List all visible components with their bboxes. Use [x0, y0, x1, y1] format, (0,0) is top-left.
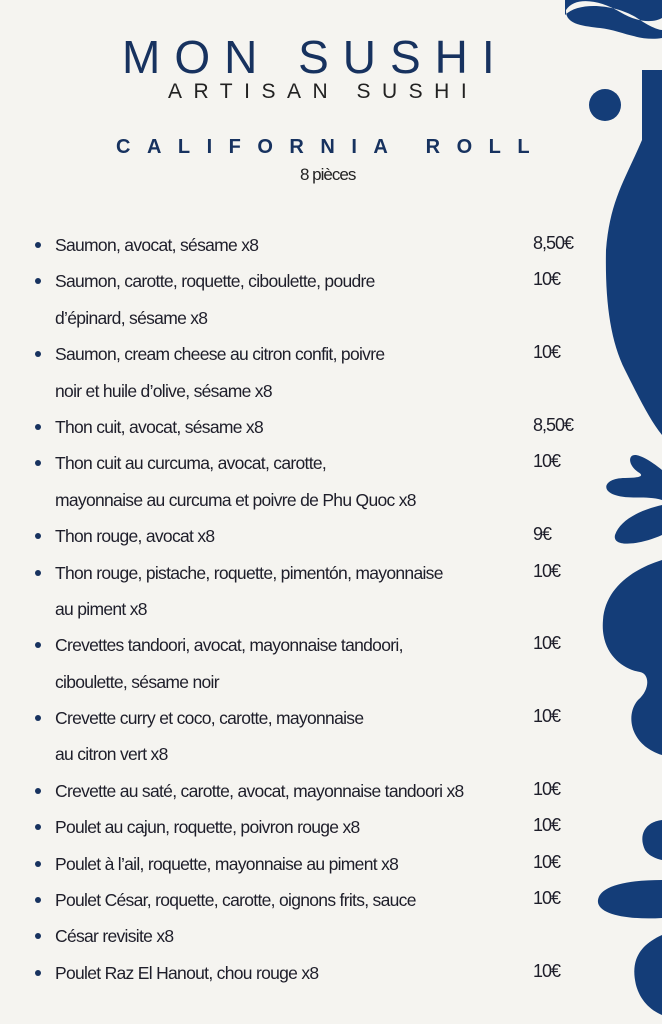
bullet-icon	[35, 933, 41, 939]
menu-item-price: 10€	[533, 342, 561, 363]
menu-item-price: 8,50€	[533, 414, 574, 435]
section-pieces: 8 pièces	[300, 165, 356, 184]
menu-item-description: Crevette au saté, carotte, avocat, mayonnaise tandoori x8	[55, 780, 464, 801]
bullet-icon	[35, 970, 41, 976]
menu-item	[0, 882, 600, 918]
bullet-icon	[35, 351, 41, 357]
menu-item-description: ciboulette, sésame noir	[55, 671, 219, 692]
menu-item-description: César revisite x8	[55, 926, 174, 947]
brand-subtitle: ARTISAN SUSHI	[168, 80, 479, 103]
bullet-icon	[35, 642, 41, 648]
menu-item-price: 10€	[533, 706, 561, 727]
menu-item	[0, 555, 600, 628]
bullet-icon	[35, 278, 41, 284]
menu-item-price: 10€	[533, 451, 561, 472]
wave-shape-3	[598, 880, 662, 918]
menu-item-description: Thon rouge, avocat x8	[55, 526, 215, 547]
menu-item	[0, 955, 600, 991]
menu-item-description: d’épinard, sésame x8	[55, 307, 208, 328]
menu-item	[0, 773, 600, 809]
menu-item	[0, 918, 600, 954]
menu-item-description: Saumon, carotte, roquette, ciboulette, poudre	[55, 271, 375, 292]
menu-item-description: Saumon, avocat, sésame x8	[55, 235, 259, 255]
bullet-icon	[35, 424, 41, 430]
dot-shape	[589, 89, 621, 121]
leaf-shape	[606, 455, 662, 544]
menu-item-description: Crevettes tandoori, avocat, mayonnaise tandoori,	[55, 635, 403, 656]
menu-item	[0, 627, 600, 700]
menu-item-description: Poulet Raz El Hanout, chou rouge x8	[55, 962, 319, 983]
bullet-icon	[35, 788, 41, 794]
menu-item	[0, 336, 600, 409]
menu-item	[0, 445, 600, 518]
bullet-icon	[35, 824, 41, 830]
menu-item	[0, 846, 600, 882]
wave-shape-2	[642, 820, 662, 860]
menu-item-price: 10€	[533, 778, 561, 799]
top-swirl-shape	[565, 0, 662, 39]
menu-item-price: 10€	[533, 269, 561, 290]
menu-item-price: 9€	[533, 524, 552, 545]
bullet-icon	[35, 533, 41, 539]
wave-shape-4	[634, 935, 662, 1015]
menu-item-price: 10€	[533, 633, 561, 654]
menu-item	[0, 227, 600, 263]
menu-item-description: Poulet au cajun, roquette, poivron rouge x8	[55, 817, 360, 838]
menu-item-description: au piment x8	[55, 598, 147, 619]
menu-item-price: 10€	[533, 888, 561, 909]
section-title: CALIFORNIA ROLL	[116, 136, 547, 158]
menu-item-description: Crevette curry et coco, carotte, mayonnaise	[55, 708, 364, 729]
menu-list	[0, 227, 600, 991]
brand-title: MON SUSHI	[122, 31, 509, 83]
wave-shape-1	[603, 560, 662, 755]
bullet-icon	[35, 861, 41, 867]
menu-item-description: au citron vert x8	[55, 744, 168, 765]
menu-item-description: mayonnaise au curcuma et poivre de Phu Quoc x8	[55, 489, 416, 510]
menu-item-description: Poulet à l’ail, roquette, mayonnaise au piment x8	[55, 853, 399, 874]
menu-item-description: Thon rouge, pistache, roquette, pimentón, mayonnaise	[55, 562, 443, 583]
menu-item-description: Saumon, cream cheese au citron confit, poivre	[55, 344, 385, 365]
menu-item-price: 10€	[533, 560, 561, 581]
menu-item	[0, 518, 600, 554]
menu-item-price: 10€	[533, 815, 561, 836]
menu-item-description: noir et huile d’olive, sésame x8	[55, 380, 272, 401]
bullet-icon	[35, 460, 41, 466]
vase-shape	[606, 70, 662, 435]
menu-item-price: 10€	[533, 851, 561, 872]
menu-item-price: 10€	[533, 960, 561, 981]
bullet-icon	[35, 242, 41, 248]
bullet-icon	[35, 897, 41, 903]
menu-item	[0, 263, 600, 336]
menu-item-price: 8,50€	[533, 233, 574, 253]
menu-item-description: Thon cuit, avocat, sésame x8	[55, 416, 264, 437]
menu-item-description: Poulet César, roquette, carotte, oignons frits, sauce	[55, 890, 416, 911]
menu-item	[0, 700, 600, 773]
menu-item	[0, 409, 600, 445]
bullet-icon	[35, 570, 41, 576]
menu-item	[0, 809, 600, 845]
bullet-icon	[35, 715, 41, 721]
menu-item-description: Thon cuit au curcuma, avocat, carotte,	[55, 453, 327, 474]
